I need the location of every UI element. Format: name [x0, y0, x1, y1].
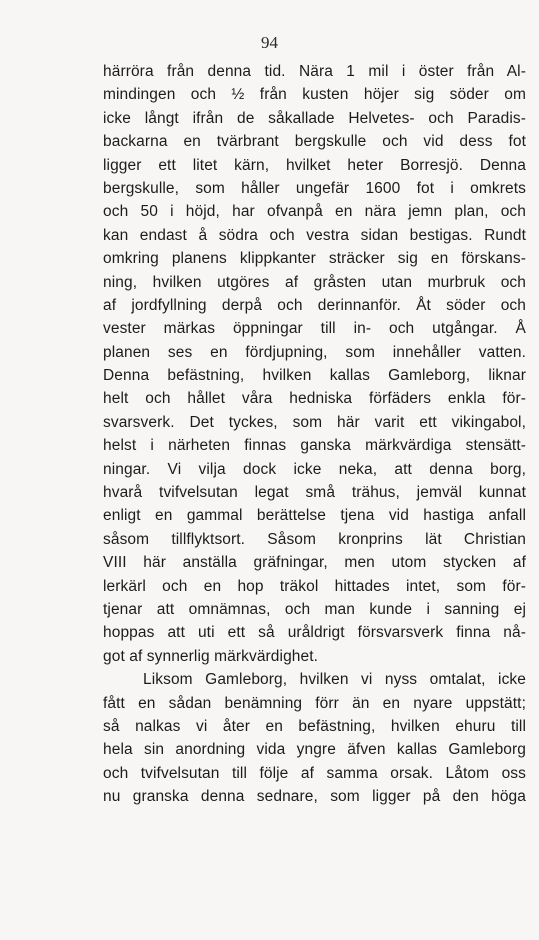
text-line: lerkärl och en hop träkol hittades intet, som för- — [103, 577, 526, 595]
text-line: såsom tillflyktsort. Såsom kronprins lät Christian — [103, 530, 526, 548]
body-text — [103, 60, 526, 809]
text-line: ningar. Vi vilja dock icke neka, att denna borg, — [103, 460, 526, 478]
text-line: mindingen och ½ från kusten höjer sig söder om — [103, 86, 526, 104]
text-line: så nalkas vi åter en befästning, hvilken ehuru till — [103, 717, 526, 735]
text-line: ligger ett litet kärn, hvilket heter Borresjö. Denna — [103, 156, 526, 174]
text-line: bergskulle, som håller ungefär 1600 fot i omkrets — [103, 179, 526, 197]
text-line: Denna befästning, hvilken kallas Gamleborg, liknar — [103, 367, 526, 385]
text-line: vester märkas öppningar till in- och utgångar. Å — [103, 320, 526, 338]
paragraph — [103, 60, 526, 668]
text-line: och 50 i höjd, har ofvanpå en nära jemn plan, och — [103, 203, 526, 221]
text-line: helt och hållet våra hedniska förfäders enkla för- — [103, 390, 526, 408]
text-line: backarna en tvärbrant bergskulle och vid dess fot — [103, 133, 526, 151]
text-line: fått en sådan benämning förr än en nyare uppstätt; — [103, 694, 526, 712]
text-line: ning, hvilken utgöres af gråsten utan murbruk och — [103, 273, 526, 291]
text-line: och tvifvelsutan till följe af samma orsak. Låtom oss — [103, 764, 526, 782]
text-line: hvarå tvifvelsutan legat små trähus, jemväl kunnat — [103, 484, 526, 502]
text-line: Liksom Gamleborg, hvilken vi nyss omtalat, icke — [143, 671, 526, 689]
text-line: tjenar att omnämnas, och man kunde i sanning ej — [103, 600, 526, 618]
text-line: härröra från denna tid. Nära 1 mil i öster från Al- — [103, 63, 526, 80]
text-line: VIII här anställa gräfningar, men utom stycken af — [103, 554, 526, 572]
text-line: hoppas att uti ett så uråldrigt försvarsverk finna nå- — [103, 624, 526, 642]
paragraph — [103, 668, 526, 808]
text-line: icke långt ifrån de såkallade Helvetes- och Paradis- — [103, 109, 526, 127]
text-line: hela sin anordning vida yngre äfven kallas Gamleborg — [103, 741, 526, 759]
text-line: nu granska denna sednare, som ligger på den höga — [103, 788, 526, 806]
text-line: kan endast å södra och vestra sidan bestigas. Rundt — [103, 226, 526, 244]
text-line: helst i närheten finnas ganska märkvärdiga stensätt- — [103, 437, 526, 455]
text-line: svarsverk. Det tyckes, som här varit ett vikingabol, — [103, 413, 526, 431]
paragraph-container — [103, 60, 526, 809]
text-line: enligt en gammal berättelse tjena vid hastiga anfall — [103, 507, 526, 525]
text-line: af jordfyllning derpå och derinnanför. Åt söder och — [103, 296, 526, 314]
text-line: planen ses en fördjupning, som innehåller vatten. — [103, 343, 526, 361]
text-line: omkring planens klippkanter sträcker sig en förskans- — [103, 250, 526, 268]
text-line: got af synnerlig märkvärdighet. — [103, 647, 319, 665]
page-number: 94 — [261, 33, 278, 52]
